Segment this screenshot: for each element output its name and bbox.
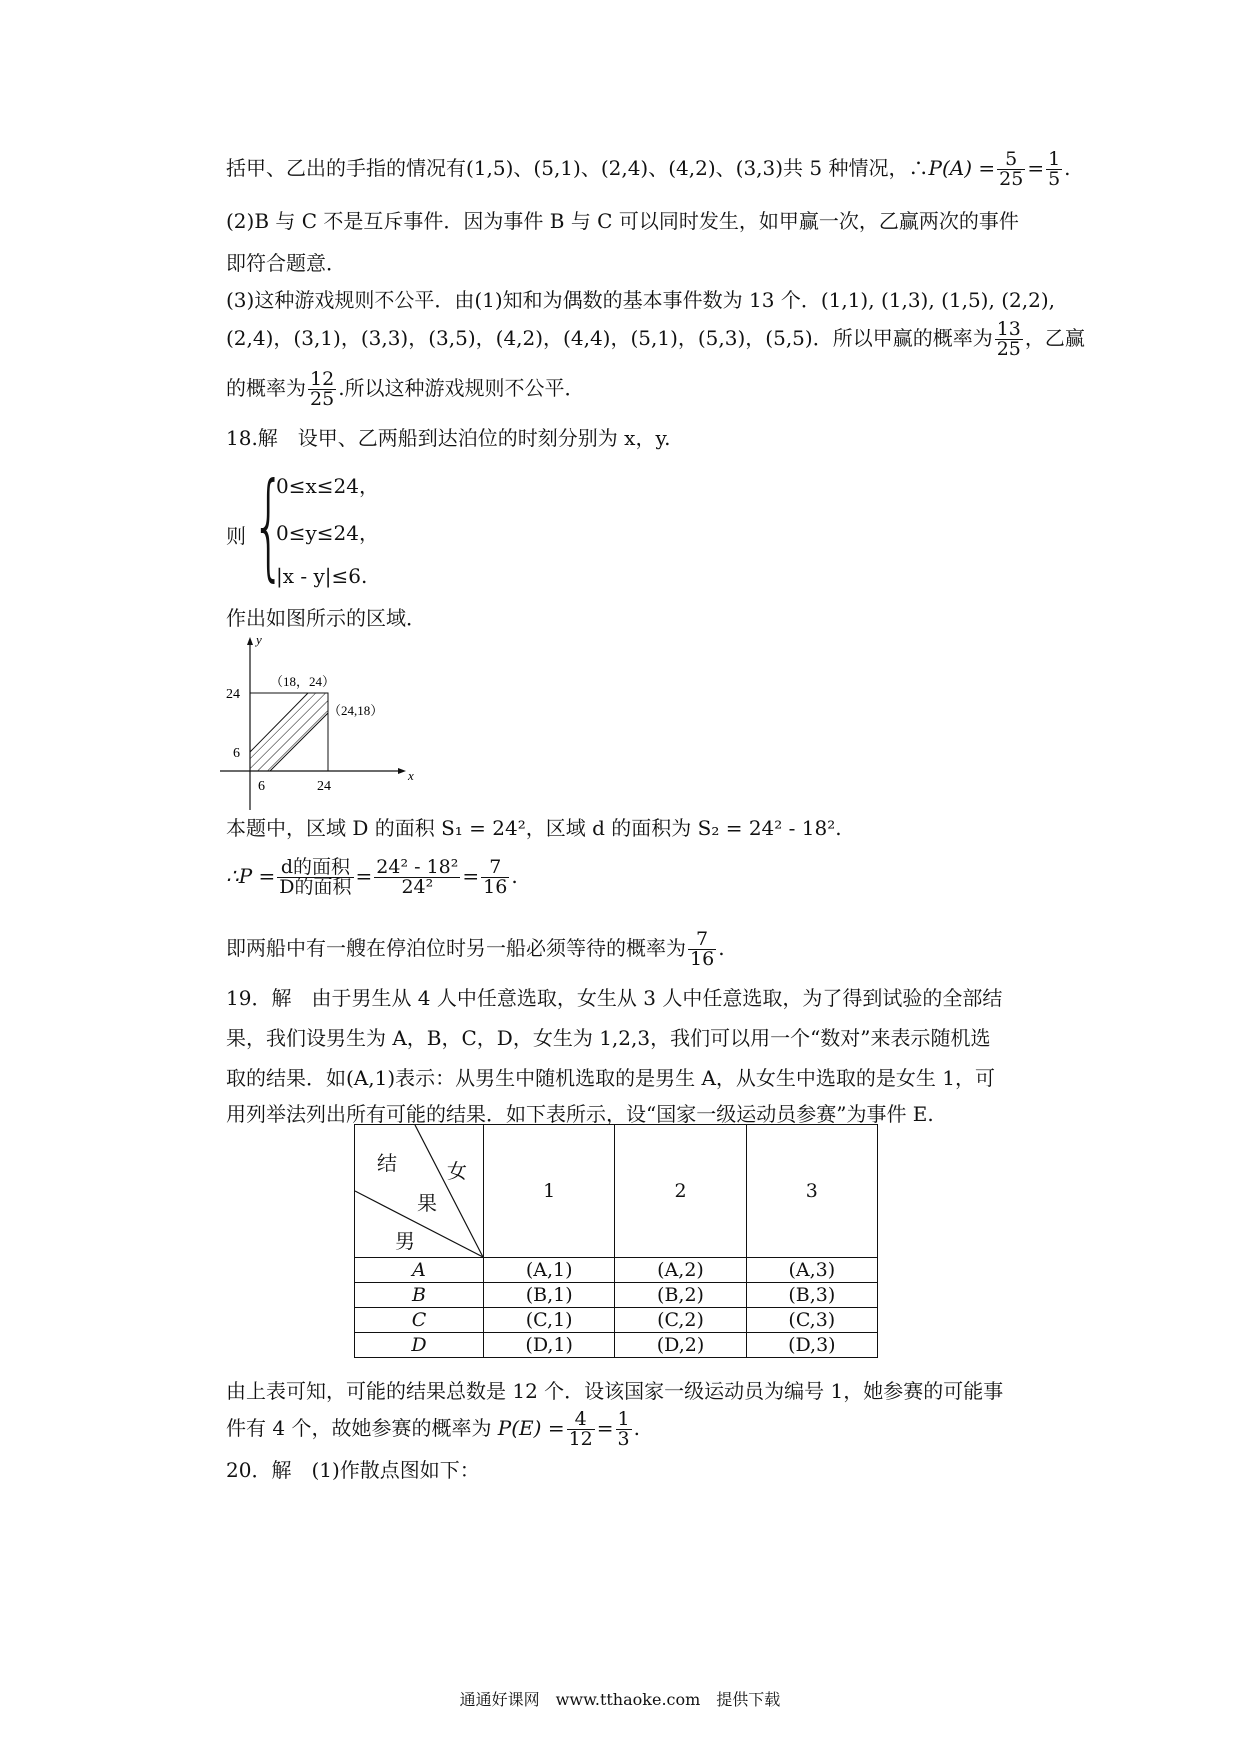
table-cell: (A,2) (615, 1258, 746, 1283)
table-cell: (A,1) (484, 1258, 615, 1283)
fraction: $\frac{13}{25}$ (996, 318, 1021, 360)
fraction: $\frac{12}{25}$ (310, 368, 335, 410)
point-label-18-24: （18，24） (270, 674, 336, 689)
x-tick-6: 6 (258, 779, 265, 794)
fraction: $\frac{4}{12}$ (568, 1408, 593, 1450)
table-cell: (D,3) (746, 1333, 877, 1358)
problem-18-conclusion: 即两船中有一艘在停泊位时另一船必须等待的概率为 $\frac{7}{16}$ . (226, 928, 725, 970)
fraction: $\frac{5}{25}$ (999, 148, 1024, 190)
figure-intro: 作出如图所示的区域． (226, 606, 426, 630)
fraction: $\frac{1}{3}$ (617, 1408, 630, 1450)
table-row (355, 1308, 878, 1333)
problem-19-line-2: 果，我们设男生为 A，B，C，D，女生为 1,2,3，我们可以用一个“数对”来表示随机选 (226, 1026, 991, 1050)
row-header: D (355, 1333, 484, 1358)
table-cell: (B,2) (615, 1283, 746, 1308)
area-statement: 本题中，区域 D 的面积 S₁ = 24²，区域 d 的面积为 S₂ = 24² - 18². (226, 816, 842, 840)
row-header: A (355, 1258, 484, 1283)
solution-line-1: 括甲、乙出的手指的情况有(1,5)、(5,1)、(2,4)、(4,2)、(3,3)共 5 种情况，∴P(A) = $\frac{5}{25}$ = $\frac{1}{5}$ . (226, 148, 1071, 190)
solution-line-5: (2,4)，(3,1)，(3,3)，(3,5)，(4,2)，(4,4)，(5,1)，(5,3)，(5,5)．所以甲赢的概率为 $\frac{13}{25}$ ，乙赢 (226, 318, 1085, 360)
region-graph (220, 630, 420, 810)
corner-label-guo: 果 (417, 1191, 437, 1215)
table-row (355, 1283, 878, 1308)
row-header: B (355, 1283, 484, 1308)
x-axis-arrow (398, 768, 406, 774)
table-cell: (B,3) (746, 1283, 877, 1308)
condition-3: |x - y|≤6. (276, 564, 368, 588)
solution-line-3: 即符合题意． (226, 251, 346, 275)
y-tick-6: 6 (233, 746, 240, 761)
corner-label-nv: 女 (447, 1159, 467, 1183)
table-cell: (C,1) (484, 1308, 615, 1333)
y-axis-arrow (247, 637, 253, 645)
column-header: 2 (615, 1125, 746, 1258)
page-footer: 通通好课网 www.tthaoke.com 提供下载 (459, 1690, 781, 1709)
solution-line-4: (3)这种游戏规则不公平．由(1)知和为偶数的基本事件数为 13 个．(1,1), (1,3), (1,5), (2,2), (226, 288, 1055, 312)
fraction: $\frac{7}{16}$ (690, 928, 715, 970)
point-label-24-18: （24,18） (328, 703, 384, 718)
condition-2: 0≤y≤24， (276, 521, 379, 545)
problem-19-line-1: 19．解 由于男生从 4 人中任意选取，女生从 3 人中任意选取，为了得到试验的全部结 (226, 986, 1003, 1010)
inequality-system: 则 { 0≤x≤24， 0≤y≤24， |x - y|≤6. (226, 458, 379, 593)
results-table (354, 1124, 878, 1358)
solution-line-2: (2)B 与 C 不是互斥事件．因为事件 B 与 C 可以同时发生，如甲赢一次，乙赢两次的事件 (226, 209, 1019, 233)
fraction: $\frac{7}{16}$ (483, 856, 508, 898)
solution-line-6: 的概率为 $\frac{12}{25}$ .所以这种游戏规则不公平． (226, 368, 585, 410)
table-cell: (B,1) (484, 1283, 615, 1308)
column-header: 1 (484, 1125, 615, 1258)
table-cell: (D,2) (615, 1333, 746, 1358)
corner-cell (355, 1125, 484, 1258)
problem-19-line-4: 用列举法列出所有可能的结果．如下表所示，设“国家一级运动员参赛”为事件 E. (226, 1102, 934, 1126)
problem-19-conclusion-2: 件有 4 个，故她参赛的概率为 P(E) = $\frac{4}{12}$ = $\frac{1}{3}$ . (226, 1408, 640, 1450)
shaded-region (250, 693, 328, 771)
fraction: $\frac{\text{d的面积}}{\text{D的面积}}$ (279, 856, 352, 898)
problem-19-conclusion-1: 由上表可知，可能的结果总数是 12 个．设该国家一级运动员为编号 1，她参赛的可能事 (226, 1379, 1004, 1403)
y-tick-24: 24 (226, 687, 240, 702)
x-tick-24: 24 (317, 779, 331, 794)
left-brace: { (252, 458, 286, 593)
y-axis-label: y (256, 632, 262, 647)
table-header-row (355, 1125, 878, 1258)
corner-label-nan: 男 (395, 1229, 415, 1253)
row-header: C (355, 1308, 484, 1333)
table-row (355, 1333, 878, 1358)
x-axis-label: x (408, 768, 414, 783)
column-header: 3 (746, 1125, 877, 1258)
problem-18-intro: 18.解 设甲、乙两船到达泊位的时刻分别为 x，y. (226, 426, 671, 450)
fraction: $\frac{1}{5}$ (1048, 148, 1061, 190)
table-cell: (D,1) (484, 1333, 615, 1358)
condition-1: 0≤x≤24， (276, 474, 379, 498)
problem-19-line-3: 取的结果．如(A,1)表示：从男生中随机选取的是男生 A，从女生中选取的是女生 1，可 (226, 1066, 996, 1090)
table-cell: (C,3) (746, 1308, 877, 1333)
table-cell: (A,3) (746, 1258, 877, 1283)
probability-formula: ∴P = $\frac{\text{d的面积}}{\text{D的面积}}$ = $\frac{\text{24² - 18²}}{\text{24²}}$ = $\frac{7}{16}$ . (226, 856, 518, 898)
table-row (355, 1258, 878, 1283)
corner-label-jie: 结 (377, 1151, 397, 1175)
table-cell: (C,2) (615, 1308, 746, 1333)
problem-20-intro: 20．解 (1)作散点图如下： (226, 1458, 480, 1482)
fraction: $\frac{\text{24² - 18²}}{\text{24²}}$ (376, 856, 459, 898)
